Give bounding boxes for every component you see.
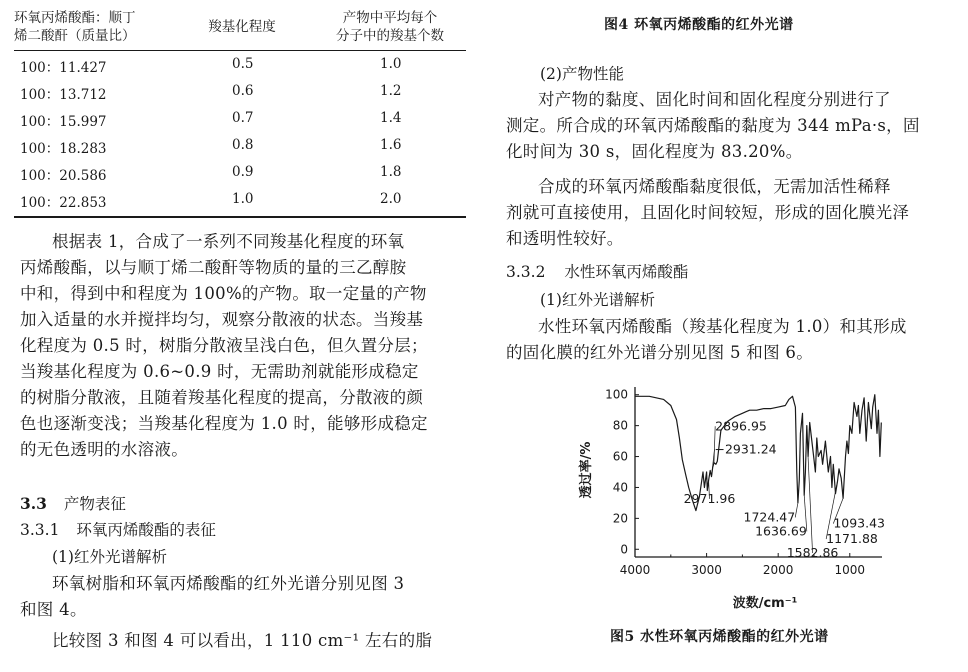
table-row [14,79,466,105]
y-axis-title: 透过率/% [579,441,594,499]
section-heading-3-3 [20,491,126,517]
section-number: 3.3 [20,494,47,513]
table-cell: 1.2 [380,83,402,99]
table-header-count [310,9,470,45]
chart-axes [605,387,882,577]
y-tick-label: 0 [620,542,628,557]
table-cell: 0.5 [232,56,254,72]
table-cell: 0.9 [232,164,254,180]
table-header-rule [14,50,466,51]
x-tick-label: 4000 [619,563,651,577]
peak-leader-line [808,457,813,553]
text-line: 对产物的黏度、固化时间和固化程度分别进行了 [538,90,891,109]
table-cell: 100：13.712 [20,87,107,103]
table-bottom-rule [14,216,466,218]
y-tick-label: 20 [612,511,628,526]
y-tick-label: 40 [612,480,628,495]
table-cell: 100：20.586 [20,168,107,184]
table-row [14,52,466,78]
y-tick-label: 60 [612,449,628,464]
peak-labels [684,418,885,560]
text-line: 当羧基化程度为 0.6~0.9 时，无需助剂就能形成稳定 [20,362,419,381]
table-cell: 2.0 [380,191,402,207]
table-cell: 100：15.997 [20,114,107,130]
peak-label: 2896.95 [715,418,767,434]
section-number: 3.3.2 [506,263,546,281]
peak-label: 1171.88 [826,531,878,547]
right-paragraph-1 [506,87,954,165]
subheading-ir-analysis-2: (1)红外光谱解析 [540,291,655,309]
table-cell: 0.8 [232,137,254,153]
table-header-count-line1: 产物中平均每个 [342,10,438,26]
text-line: 水性环氧丙烯酸酯（羧基化程度为 1.0）和其形成 [538,317,907,336]
text-line: 和透明性较好。 [506,229,624,248]
text-line: 色也逐渐变浅；当羧基化程度为 1.0 时，能够形成稳定 [20,414,428,433]
x-axis-title: 波数/cm⁻¹ [732,596,798,611]
text-line: 环氧树脂和环氧丙烯酸酯的红外光谱分别见图 3 [52,574,405,593]
peak-label: −2931.24 [714,441,777,457]
table-row [14,187,466,213]
right-paragraph-3 [506,314,954,366]
ir-spectrum-chart [560,370,960,620]
x-tick-label: 1000 [834,563,866,577]
left-paragraph-2 [20,571,466,623]
table-cell: 1.0 [380,56,402,72]
table-cell: 0.6 [232,83,254,99]
table-cell: 1.8 [380,164,402,180]
peak-label: 1093.43 [833,515,886,531]
left-paragraph-1 [20,229,466,463]
table-row [14,160,466,186]
peak-label: 1724.47 [743,509,796,525]
text-line: 丙烯酸酯，以与顺丁烯二酸酐等物质的量的三乙醇胺 [20,258,407,277]
subheading-properties: (2)产物性能 [540,65,624,83]
table-cell: 100：22.853 [20,195,107,211]
table-header-degree-line1: 羧基化程度 [208,19,276,35]
table-header-ratio-line2: 烯二酸酐（质量比） [14,28,136,44]
peak-label: 1582.86 [786,545,839,560]
peak-label: 1636.69 [755,523,807,539]
section-title: 水性环氧丙烯酸酯 [564,263,689,281]
subheading-ir-analysis: (1)红外光谱解析 [52,548,167,566]
text-line: 测定。所合成的环氧丙烯酸酯的黏度为 344 mPa·s，固 [506,116,920,135]
table-cell: 1.6 [380,137,402,153]
section-heading-3-3-1 [20,517,216,543]
text-line: 和图 4。 [20,600,87,619]
text-line: 的固化膜的红外光谱分别见图 5 和图 6。 [506,343,814,362]
figure-4-caption: 图4 环氧丙烯酸酯的红外光谱 [604,17,794,33]
text-line: 加入适量的水并搅拌均匀，观察分散液的状态。当羧基 [20,310,424,329]
y-tick-label: 100 [605,387,628,402]
text-line: 的无色透明的水溶液。 [20,440,188,459]
table-header-count-line2: 分子中的羧基个数 [336,28,444,44]
table-row [14,133,466,159]
table-cell: 100：11.427 [20,60,107,76]
text-line: 中和，得到中和程度为 100%的产物。取一定量的产物 [20,284,427,303]
section-title: 环氧丙烯酸酯的表征 [76,521,216,539]
section-heading-3-3-2 [506,259,688,285]
table-cell: 1.4 [380,110,402,126]
peak-leader-line [795,503,798,518]
text-line: 的树脂分散液，且随着羧基化程度的提高，分散液的颜 [20,388,424,407]
text-line: 化程度为 0.5 时，树脂分散液呈浅白色，但久置分层； [20,336,428,355]
section-number: 3.3.1 [20,521,60,539]
table-header-ratio [14,9,164,45]
text-line: 根据表 1，合成了一系列不同羧基化程度的环氧 [52,232,405,251]
x-tick-label: 2000 [762,563,794,577]
text-line: 比较图 3 和图 4 可以看出，1 110 cm⁻¹ 左右的脂 [52,631,433,650]
table-cell: 0.7 [232,110,254,126]
right-paragraph-2 [506,174,954,252]
table-header-ratio-line1: 环氧丙烯酸酯：顺丁 [14,10,136,26]
table-cell: 1.0 [232,191,254,207]
text-line: 合成的环氧丙烯酸酯黏度很低，无需加活性稀释 [538,177,891,196]
figure-5-caption: 图5 水性环氧丙烯酸酯的红外光谱 [610,629,829,645]
table-header-degree [192,18,292,36]
table-cell: 100：18.283 [20,141,107,157]
y-tick-label: 80 [612,418,628,433]
text-line: 剂就可直接使用，且固化时间较短，形成的固化膜光泽 [506,203,910,222]
section-title: 产物表征 [63,495,126,513]
text-line: 化时间为 30 s，固化程度为 83.20%。 [506,142,803,161]
x-tick-label: 3000 [691,563,722,577]
left-paragraph-3 [20,628,466,654]
table-row [14,106,466,132]
peak-label: 2971.96 [683,490,736,506]
